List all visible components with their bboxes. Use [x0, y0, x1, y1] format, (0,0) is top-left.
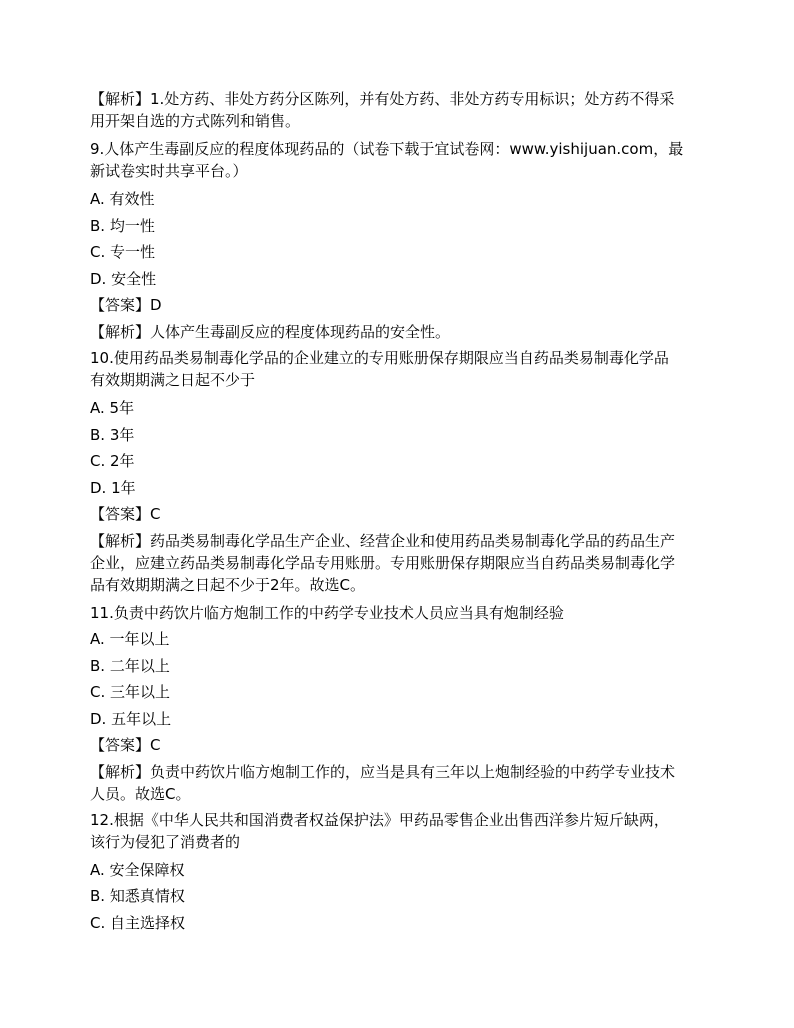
q9-option-a: A. 有效性 [90, 190, 155, 208]
q11-analysis-line-1: 【解析】负责中药饮片临方炮制工作的，应当是具有三年以上炮制经验的中药学专业技术 [90, 762, 676, 781]
q11-options [90, 626, 710, 732]
q12-stem-line-2: 该行为侵犯了消费者的 [90, 832, 241, 851]
q9-analysis: 【解析】人体产生毒副反应的程度体现药品的安全性。 [90, 322, 451, 341]
document-page [90, 88, 710, 936]
q12-option-a: A. 安全保障权 [90, 860, 185, 879]
q12-stem [90, 809, 710, 853]
q10-option-b: B. 3年 [90, 425, 135, 444]
q9-options [90, 186, 710, 292]
q11-option-c: C. 三年以上 [90, 683, 171, 701]
q10-analysis-line-2: 企业，应建立药品类易制毒化学品专用账册。专用账册保存期限应当自药品类易制毒化学 [90, 553, 676, 572]
q9-answer: 【答案】D [90, 296, 162, 314]
q10-option-a: A. 5年 [90, 399, 135, 417]
q11-option-a: A. 一年以上 [90, 630, 170, 648]
q10-stem-line-1: 10.使用药品类易制毒化学品的企业建立的专用账册保存期限应当自药品类易制毒化学品 [90, 349, 669, 367]
q11-analysis [90, 761, 710, 805]
q11-analysis-line-2: 人员。故选C。 [90, 784, 191, 803]
q9-option-b: B. 均一性 [90, 216, 155, 235]
q10-stem-line-2: 有效期期满之日起不少于 [90, 371, 256, 389]
q10-answer: 【答案】C [90, 505, 161, 523]
q9-stem-line-2: 新试卷实时共享平台。） [90, 162, 248, 180]
q8-analysis-line-1: 【解析】1.处方药、非处方药分区陈列，并有处方药、非处方药专用标识；处方药不得采 [90, 90, 675, 108]
q12-options [90, 857, 710, 937]
q9-option-d: D. 安全性 [90, 269, 157, 288]
q11-option-d: D. 五年以上 [90, 709, 172, 728]
q11-stem: 11.负责中药饮片临方炮制工作的中药学专业技术人员应当具有炮制经验 [90, 603, 564, 622]
q10-option-c: C. 2年 [90, 452, 135, 470]
q10-stem [90, 347, 710, 391]
q9-stem [90, 138, 710, 182]
q9-option-c: C. 专一性 [90, 243, 156, 261]
q10-options [90, 395, 710, 501]
q8-analysis [90, 88, 710, 132]
q11-option-b: B. 二年以上 [90, 656, 170, 675]
q10-option-d: D. 1年 [90, 478, 136, 497]
q11-answer: 【答案】C [90, 736, 161, 754]
q10-analysis [90, 530, 710, 596]
q10-analysis-line-3: 品有效期期满之日起不少于2年。故选C。 [90, 575, 366, 594]
q9-stem-line-1: 9.人体产生毒副反应的程度体现药品的（试卷下载于宜试卷网：www.yishijuan.com，最 [90, 140, 684, 158]
q10-analysis-line-1: 【解析】药品类易制毒化学品生产企业、经营企业和使用药品类易制毒化学品的药品生产 [90, 531, 676, 550]
q12-stem-line-1: 12.根据《中华人民共和国消费者权益保护法》甲药品零售企业出售西洋参片短斤缺两， [90, 810, 669, 829]
q8-analysis-line-2: 用开架自选的方式陈列和销售。 [90, 112, 301, 130]
q12-option-b: B. 知悉真情权 [90, 887, 185, 905]
q12-option-c: C. 自主选择权 [90, 913, 186, 932]
